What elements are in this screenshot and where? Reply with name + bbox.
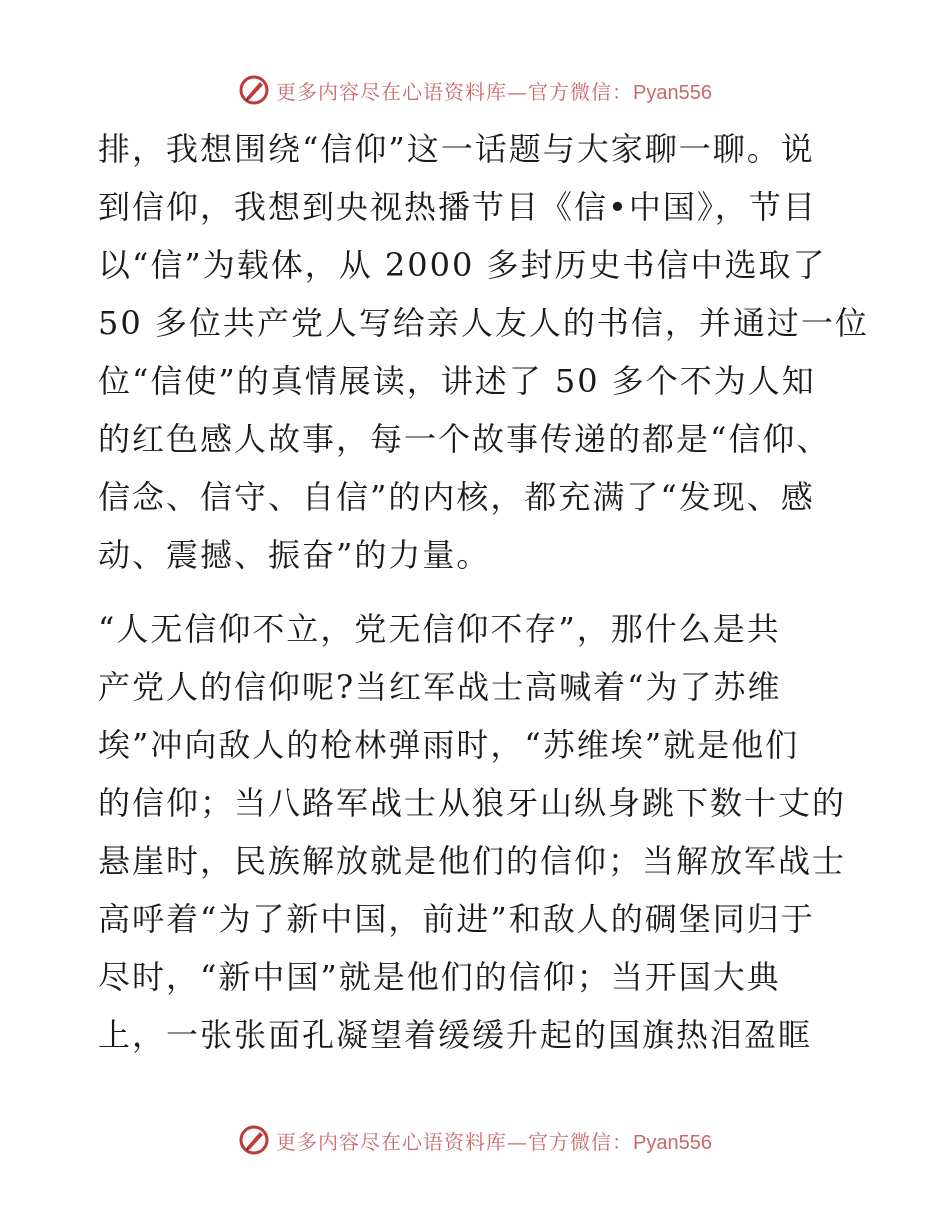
watermark-text: 更多内容尽在心语资料库—官方微信：Pyan556	[276, 1129, 712, 1154]
text-line: 悬崖时，民族解放就是他们的信仰；当解放军战士	[98, 842, 847, 880]
pen-logo-icon	[238, 74, 270, 106]
text-line: 到信仰，我想到央视热播节目《信•中国》，节目	[98, 188, 817, 226]
text-line: 的红色感人故事，每一个故事传递的都是“信仰、	[98, 420, 831, 458]
text-line: 上，一张张面孔凝望着缓缓升起的国旗热泪盈眶	[98, 1016, 813, 1054]
text-line: 排，我想围绕“信仰”这一话题与大家聊一聊。说	[98, 130, 815, 168]
text-line: 信念、信守、自信”的内核，都充满了“发现、感	[98, 478, 815, 516]
text-line: “人无信仰不立，党无信仰不存”，那什么是共	[98, 610, 781, 648]
text-line: 以“信”为载体，从 2000 多封历史书信中选取了	[98, 246, 827, 284]
document-body	[98, 120, 869, 1064]
text-line: 产党人的信仰呢?当红军战士高喊着“为了苏维	[98, 668, 782, 706]
watermark-text: 更多内容尽在心语资料库—官方微信：Pyan556	[276, 79, 712, 104]
paragraph	[98, 120, 869, 584]
text-line: 动、震撼、振奋”的力量。	[98, 536, 491, 574]
header-watermark	[0, 70, 950, 110]
footer-watermark	[0, 1120, 950, 1160]
text-line: 高呼着“为了新中国，前进”和敌人的碉堡同归于	[98, 900, 815, 938]
text-line: 尽时，“新中国”就是他们的信仰；当开国大典	[98, 958, 781, 996]
text-line: 位“信使”的真情展读，讲述了 50 多个不为人知	[98, 362, 816, 400]
text-line: 50 多位共产党人写给亲人友人的书信，并通过一位	[98, 304, 869, 342]
pen-logo-icon	[238, 1124, 270, 1156]
text-line: 埃”冲向敌人的枪林弹雨时，“苏维埃”就是他们	[98, 726, 800, 764]
text-line: 的信仰；当八路军战士从狼牙山纵身跳下数十丈的	[98, 784, 847, 822]
paragraph	[98, 600, 858, 1064]
paragraph-spacer	[98, 584, 858, 600]
